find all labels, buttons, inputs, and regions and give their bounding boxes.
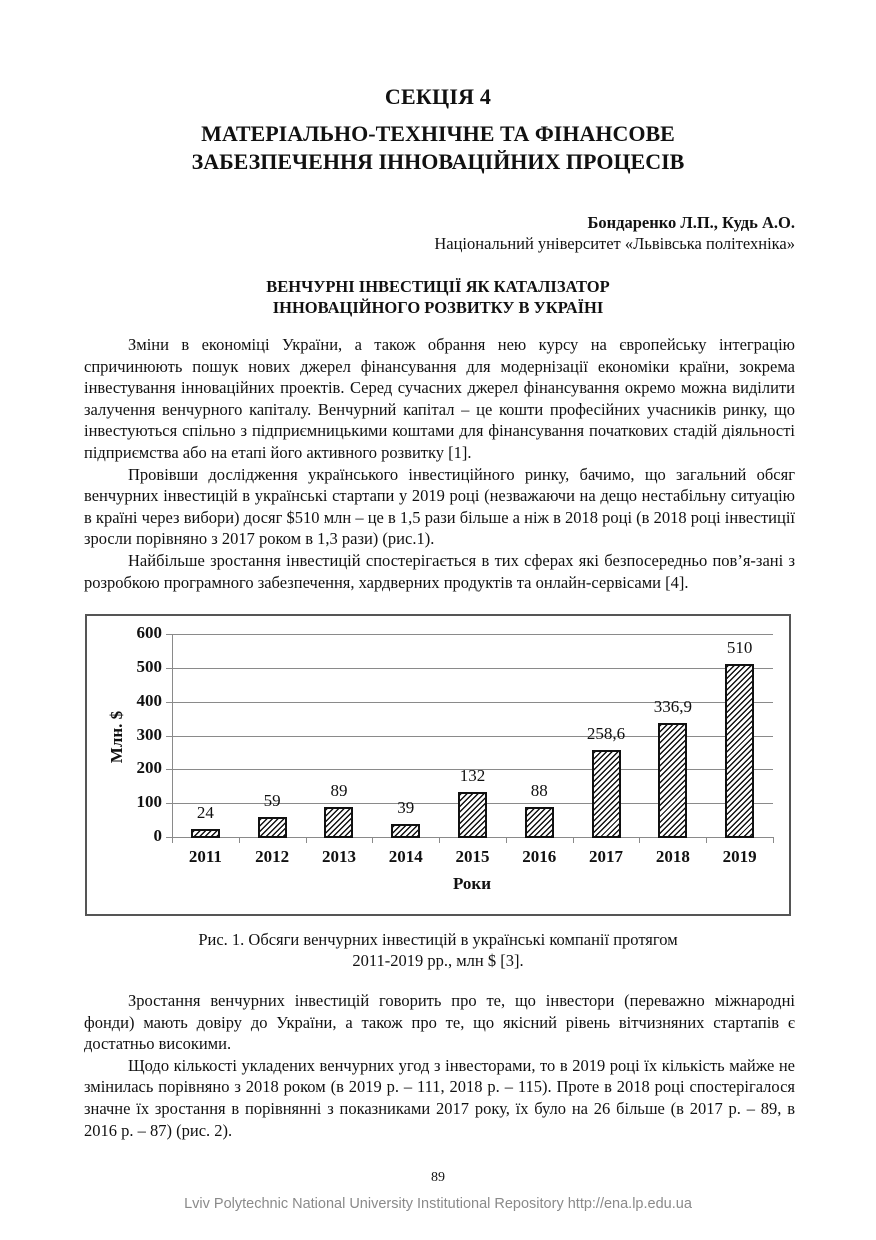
x-tick-mark	[439, 837, 440, 843]
x-tick-mark	[639, 837, 640, 843]
bar-2015	[458, 792, 487, 838]
section-title	[0, 120, 876, 176]
page-number: 89	[431, 1170, 445, 1185]
body-text-after-figure	[84, 990, 795, 1141]
bar-2014	[391, 824, 420, 838]
figure-caption	[0, 929, 876, 971]
x-tick-mark	[306, 837, 307, 843]
y-tick-label: 100	[136, 792, 162, 812]
section-title-line: ЗАБЕЗПЕЧЕННЯ ІННОВАЦІЙНИХ ПРОЦЕСІВ	[191, 149, 685, 174]
x-tick-mark	[773, 837, 774, 843]
gridline	[172, 668, 773, 669]
data-label: 336,9	[653, 697, 692, 716]
gridline	[172, 634, 773, 635]
section-heading: СЕКЦІЯ 4	[384, 84, 492, 109]
x-tick-mark	[239, 837, 240, 843]
paragraph: Зміни в економіці України, а також обрання нею курсу на європейську інтеграцію спричинюють пошук нових джерел фінансування для модернізації економіки країни, зокрема інвестування інноваційних проектів. Серед сучасних джерел фінансування окремо можна виділити залучення венчурного капіталу. Венчурний капітал – це кошти професійних учасників ринку, що інвестуються спільно з підприємницькими коштами для фінансування початкових стадій діяльності підприємства або на етапі його активного розвитку [1].	[84, 335, 795, 462]
x-tick-label: 2013	[321, 847, 356, 866]
body-text-before-figure	[84, 334, 795, 593]
data-label: 258,6	[586, 723, 626, 743]
x-tick-label: 2018	[655, 847, 690, 866]
data-label: 88	[530, 781, 548, 801]
data-label: 24	[196, 802, 214, 822]
bar-2019	[725, 664, 754, 838]
y-tick-label: 600	[136, 623, 162, 642]
y-tick-label: 200	[136, 758, 162, 778]
caption-line: 2011-2019 рр., млн $ [3].	[352, 951, 524, 970]
x-tick-mark	[706, 837, 707, 843]
caption-line: Рис. 1. Обсяги венчурних інвестицій в українські компанії протягом	[198, 930, 678, 949]
section-title-line: МАТЕРІАЛЬНО-ТЕХНІЧНЕ ТА ФІНАНСОВЕ	[201, 121, 675, 146]
bar-2017	[592, 750, 621, 838]
x-tick-label: 2011	[188, 847, 222, 866]
bar-2011	[191, 829, 220, 838]
data-label: 132	[459, 766, 486, 786]
bar-2012	[258, 817, 287, 838]
y-tick-label: 500	[136, 656, 162, 676]
x-axis-title: Роки	[452, 874, 492, 893]
x-tick-mark	[372, 837, 373, 843]
paragraph: Щодо кількості укладених венчурних угод з інвесторами, то в 2019 році їх кількість майже не змінилась порівняно з 2018 роком (в 2019 р. – 111, 2018 р. – 115). Проте в 2018 році спостерігалося значне їх зростання в порівнянні з показниками 2017 року, їх було на 26 більше (в 2017 р. – 89, в 2016 р. – 87) (рис. 2).	[84, 1055, 795, 1140]
x-tick-label: 2012	[255, 847, 290, 866]
y-axis-title: Млн. $	[107, 710, 126, 764]
x-tick-label: 2016	[522, 847, 557, 866]
data-label: 59	[263, 791, 281, 811]
x-tick-mark	[506, 837, 507, 843]
paragraph: Найбільше зростання інвестицій спостерігається в тих сферах які безпосередньо пов’я-зані з розробкою програмного забезпечення, хардверних продуктів та онлайн-сервісами [4].	[84, 550, 795, 592]
repository-footer: Lviv Polytechnic National University Institutional Repository http://ena.lp.edu.ua	[184, 1196, 692, 1212]
article-authors: Бондаренко Л.П., Кудь А.О.	[587, 213, 795, 232]
y-tick-label: 300	[136, 724, 162, 744]
paragraph: Провівши дослідження українського інвестиційного ринку, бачимо, що загальний обсяг венчурних інвестицій в українські стартапи у 2019 році (незважаючи на дещо нестабільну ситуацію в країні через вибори) досяг $510 млн – це в 1,5 рази більше а ніж в 2018 році (в 2018 році інвестиції зросли порівняно з 2017 роком в 1,3 рази) (рис.1).	[84, 464, 795, 549]
article-title-line: ВЕНЧУРНІ ІНВЕСТИЦІЇ ЯК КАТАЛІЗАТОР	[266, 277, 610, 296]
x-tick-mark	[573, 837, 574, 843]
y-tick-label: 400	[136, 690, 162, 710]
y-tick-label: 0	[153, 826, 162, 845]
bar-2013	[324, 807, 353, 838]
article-title	[0, 276, 876, 318]
bar-2016	[525, 807, 554, 838]
bar-2018	[658, 723, 687, 838]
x-tick-label: 2019	[722, 847, 757, 866]
x-tick-label: 2017	[589, 847, 624, 866]
paragraph: Зростання венчурних інвестицій говорить про те, що інвестори (переважно міжнародні фонди) мають довіру до України, а також про те, що якісний рівень вітчизняних стартапів є достатньо високими.	[84, 991, 795, 1054]
article-title-line: ІННОВАЦІЙНОГО РОЗВИТКУ В УКРАЇНІ	[272, 298, 604, 317]
article-affiliation: Національний університет «Львівська політехніка»	[434, 234, 795, 253]
x-tick-label: 2014	[388, 847, 423, 866]
data-label: 39	[397, 797, 415, 817]
data-label: 89	[330, 780, 348, 800]
x-tick-mark	[172, 837, 173, 843]
x-tick-label: 2015	[455, 847, 490, 866]
data-label: 510	[726, 638, 753, 658]
